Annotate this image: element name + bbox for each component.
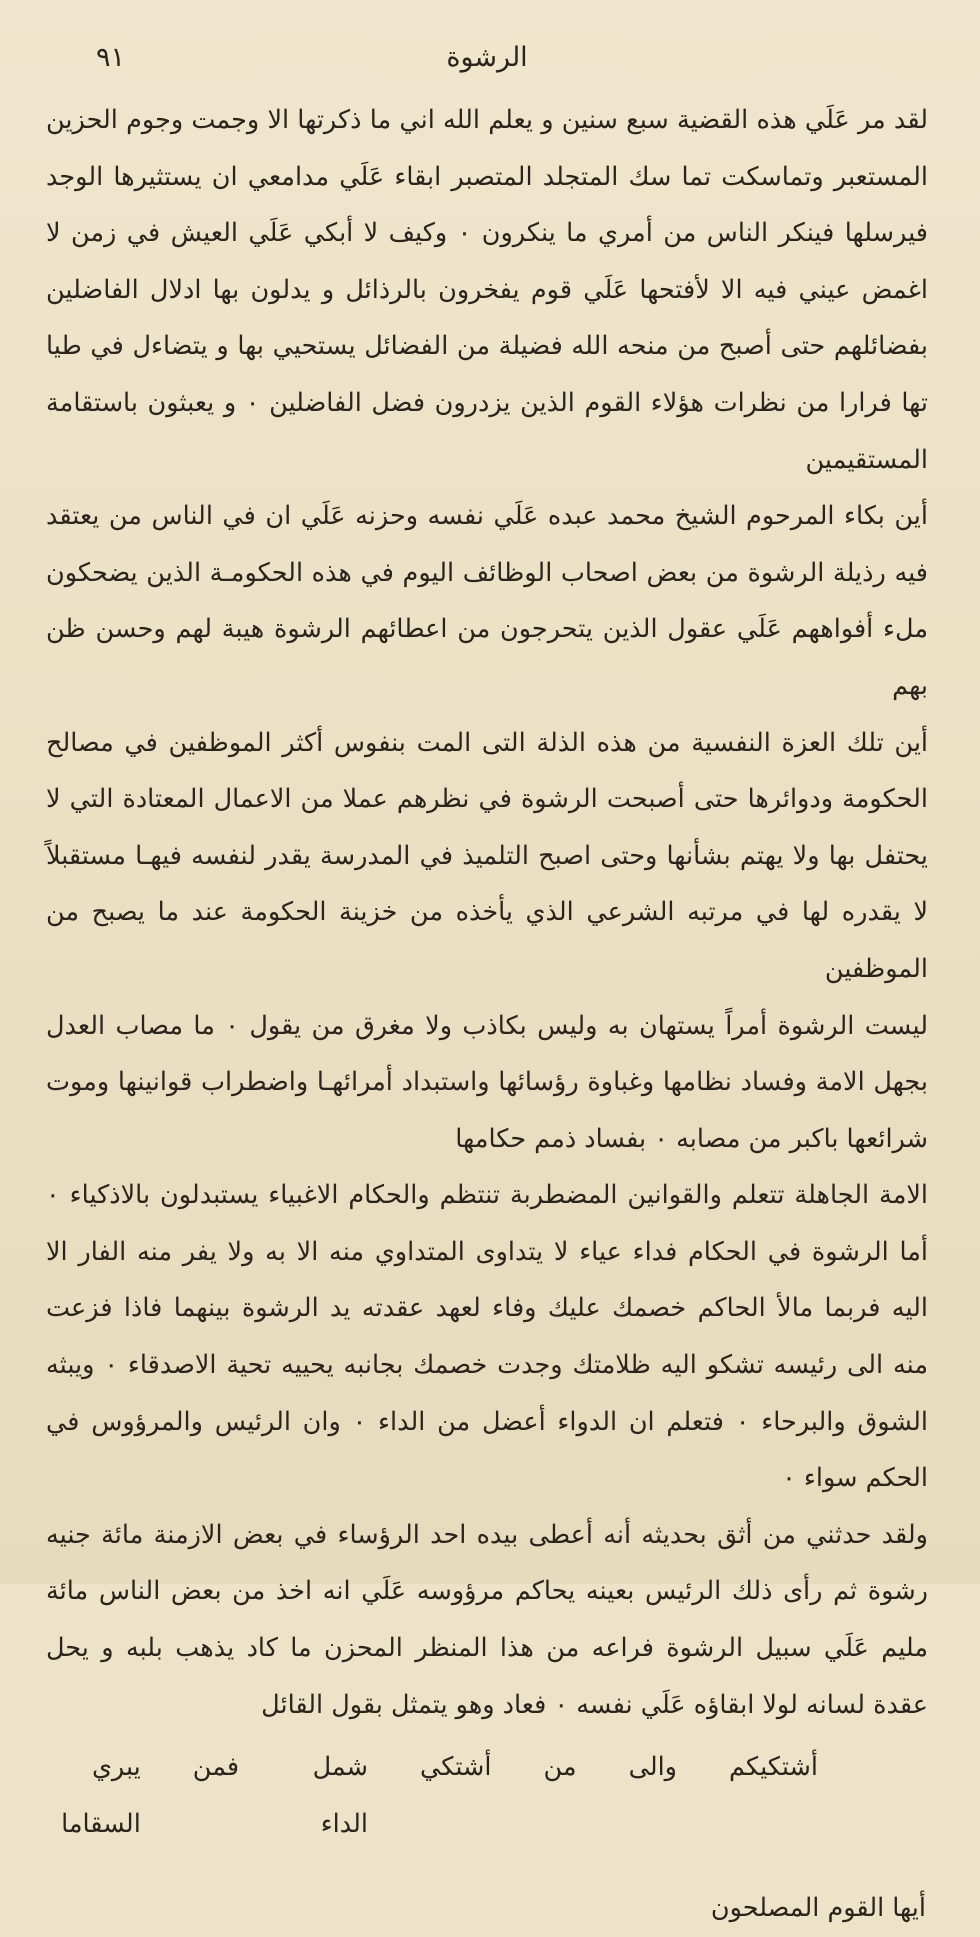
paragraph: لقد مر عَلَي هذه القضية سبع سنين و يعلم الله اني ما ذكرتها الا وجمت وجوم الحزين المستعبر وتماسكت تما سك المتجلد المتصبر ابقاء عَلَي مدامعي ان يستثيرها الوجد فيرسلها فينكر الناس من أمري ما ينكرون ٠ وكيف لا أبكي عَلَي العيش في زمن لا اغمض عيني فيه الا لأفتحها عَلَي قوم يفخرون بالرذائل و يدلون بها ادلال الفاضلين بفضائلهم حتى أصبح من منحه الله فضيلة من الفضائل يستحيي بها و يتضاءل في طيا تها فرارا من نظرات هؤلاء القوم الذين يزدرون فضل الفاضلين ٠ و يعبثون باستقامة المستقيمين <box>46 105 929 475</box>
verse-word: أشتكيكم <box>729 1752 818 1783</box>
paragraph: أين تلك العزة النفسية من هذه الذلة التى المت بنفوس أكثر الموظفين في مصالح الحكومة ودوائرها حتى أصبحت الرشوة في نظرهم عملا من الاعمال المعتادة التي لا يحتفل بها ولا يهتم بشأنها وحتى اصبح التلميذ في المدرسة يقدر لنفسه فيهـا مستقبلاً لا يقدره لها في مرتبه الشرعي الذي يأخذه من خزينة الحكومة عند ما يصبح من الموظفين <box>46 727 928 984</box>
paragraph: الامة الجاهلة تتعلم والقوانين المضطربة تنتظم والحكام الاغبياء يستبدلون بالاذكياء ٠ أما الرشوة في الحكام فداء عياء لا يتداوى المتداوي منه الا به ولا يفر منه الفار الا اليه فربما مالأ الحاكم خصمك عليك وفاء لعهد عقدته يد الرشوة بينهما فاذا فزعت منه الى رئيسه تشكو اليه ظلامتك وجدت خصمك بجانبه يحييه تحية الاصدقاء ٠ ويبثه الشوق والبرحاء ٠ فتعلم ان الدواء أعضل من الداء ٠ وان الرئيس والمرؤوس في الحكم سواء ٠ <box>46 1180 929 1494</box>
verse-word: يبري السقاما <box>61 1752 141 1839</box>
verse-word: فمن <box>192 1752 240 1783</box>
verse-word: شمل الداء <box>312 1752 369 1839</box>
paragraph: ولقد حدثني من أثق بحديثه أنه أعطى بيده احد الرؤساء في بعض الازمنة مائة جنيه رشوة ثم رأى ذلك الرئيس بعينه يحاكم مرؤوسه عَلَي انه اخذ من بعض الناس مائة مليم عَلَي سبيل الرشوة فراعه من هذا المنظر المحزن ما كاد يذهب بلبه و يحل عقدة لسانه لولا ابقاؤه عَلَي نفسه ٠ فعاد وهو يتمثل بقول القائل <box>46 1519 928 1720</box>
page-header <box>46 40 928 92</box>
page-number: ٩١ <box>96 42 126 73</box>
verse-word: والى <box>628 1752 678 1783</box>
poem-verse <box>46 1739 928 1852</box>
verse-word: من <box>543 1752 577 1783</box>
closing-line: أيها القوم المصلحون <box>710 1893 926 1924</box>
paragraph: أين بكاء المرحوم الشيخ محمد عبده عَلَي نفسه وحزنه عَلَي ان في الناس من يعتقد فيه رذيلة الرشوة من بعض اصحاب الوظائف اليوم في هذه الحكومـة الذين يضحكون ملء أفواههم عَلَي عقول الذين يتحرجون من اعطائهم الرشوة هيبة لهم وحسن ظن بهم <box>46 501 928 701</box>
running-title: الرشوة <box>446 42 528 73</box>
paragraph: ليست الرشوة أمراً يستهان به وليس بكاذب ولا مغرق من يقول ٠ ما مصاب العدل بجهل الامة وفساد نظامها وغباوة رؤسائها واستبداد أمرائهـا واضطراب قوانينها وموت شرائعها باكبر من مصابه ٠ بفساد ذمم حكامها <box>46 1010 928 1154</box>
verse-word: أشتكي <box>420 1752 492 1783</box>
page-body <box>46 92 928 1733</box>
